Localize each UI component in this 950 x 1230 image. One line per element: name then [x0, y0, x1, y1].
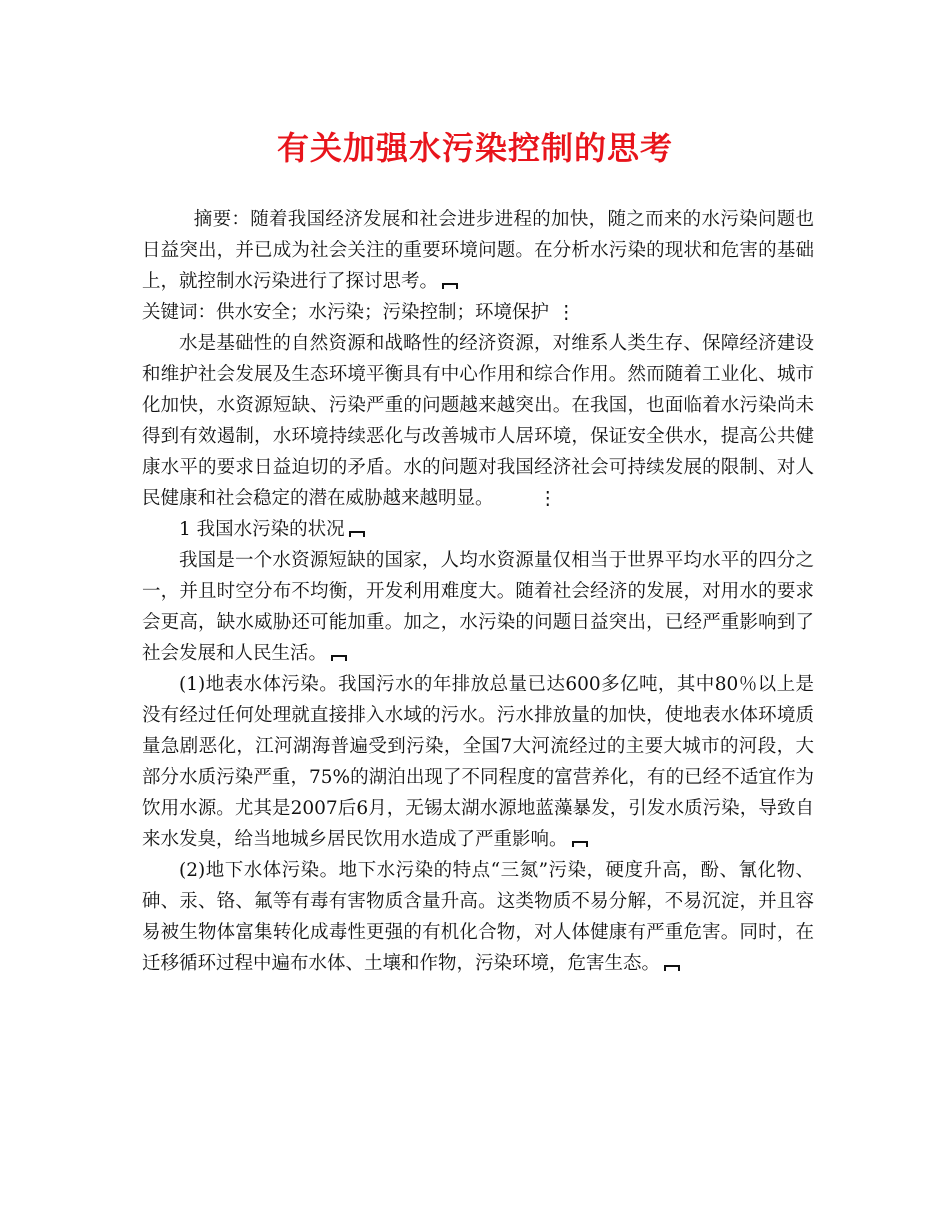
keywords-paragraph	[142, 297, 814, 328]
surface-water-paragraph	[142, 669, 814, 855]
intro-paragraph	[142, 328, 814, 514]
paragraph-mark-icon	[572, 841, 588, 847]
intro-text: 水是基础性的自然资源和战略性的经济资源，对维系人类生存、保障经济建设和维护社会发展及生态环境平衡具有中心作用和综合作用。然而随着工业化、城市化加快，水资源短缺、污染严重的问题越来越突出。在我国，也面临着水污染尚未得到有效遏制，水环境持续恶化与改善城市人居环境，保证安全供水，提高公共健康水平的要求日益迫切的矛盾。水的问题对我国经济社会可持续发展的限制、对人民健康和社会稳定的潜在威胁越来越明显。	[142, 333, 814, 509]
document-title: 有关加强水污染控制的思考	[276, 129, 673, 167]
paragraph-mark-icon	[331, 655, 347, 661]
section-heading-text: 1 我国水污染的状况	[179, 519, 345, 540]
paragraph-mark-icon	[442, 283, 458, 289]
document-body	[142, 204, 814, 979]
body-paragraph	[142, 545, 814, 669]
dots-mark-2: ⋮	[538, 488, 558, 509]
groundwater-text: (2)地下水体污染。地下水污染的特点“三氮”污染，硬度升高，酚、氰化物、砷、汞、铬、氟等有毒有害物质含量升高。这类物质不易分解，不易沉淀，并且容易被生物体富集转化成毒性更强的有机化合物，对人体健康有严重危害。同时，在迁移循环过程中遍布水体、土壤和作物，污染环境，危害生态。	[142, 860, 814, 974]
abstract-paragraph	[142, 204, 814, 297]
body-paragraph-text: 我国是一个水资源短缺的国家，人均水资源量仅相当于世界平均水平的四分之一，并且时空分布不均衡，开发利用难度大。随着社会经济的发展，对用水的要求会更高，缺水威胁还可能加重。加之，水污染的问题日益突出，已经严重影响到了社会发展和人民生活。	[142, 550, 814, 664]
dots-mark: ⋮	[557, 302, 576, 323]
groundwater-paragraph	[142, 855, 814, 979]
section-heading	[142, 514, 814, 545]
paragraph-mark-icon	[664, 965, 680, 971]
paragraph-mark-icon	[349, 531, 365, 537]
surface-water-text: (1)地表水体污染。我国污水的年排放总量已达600多亿吨，其中80％以上是没有经过任何处理就直接排入水域的污水。污水排放量的加快，使地表水体环境质量急剧恶化，江河湖海普遍受到污染，全国7大河流经过的主要大城市的河段，大部分水质污染严重，75%的湖泊出现了不同程度的富营养化，有的已经不适宜作为饮用水源。尤其是2007后6月，无锡太湖水源地蓝藻暴发，引发水质污染，导致自来水发臭，给当地城乡居民饮用水造成了严重影响。	[142, 674, 814, 850]
abstract-text: 摘要：随着我国经济发展和社会进步进程的加快，随之而来的水污染问题也日益突出，并已成为社会关注的重要环境问题。在分析水污染的现状和危害的基础上，就控制水污染进行了探讨思考。	[142, 209, 814, 292]
keywords-text: 关键词：供水安全；水污染；污染控制；环境保护	[142, 302, 550, 323]
